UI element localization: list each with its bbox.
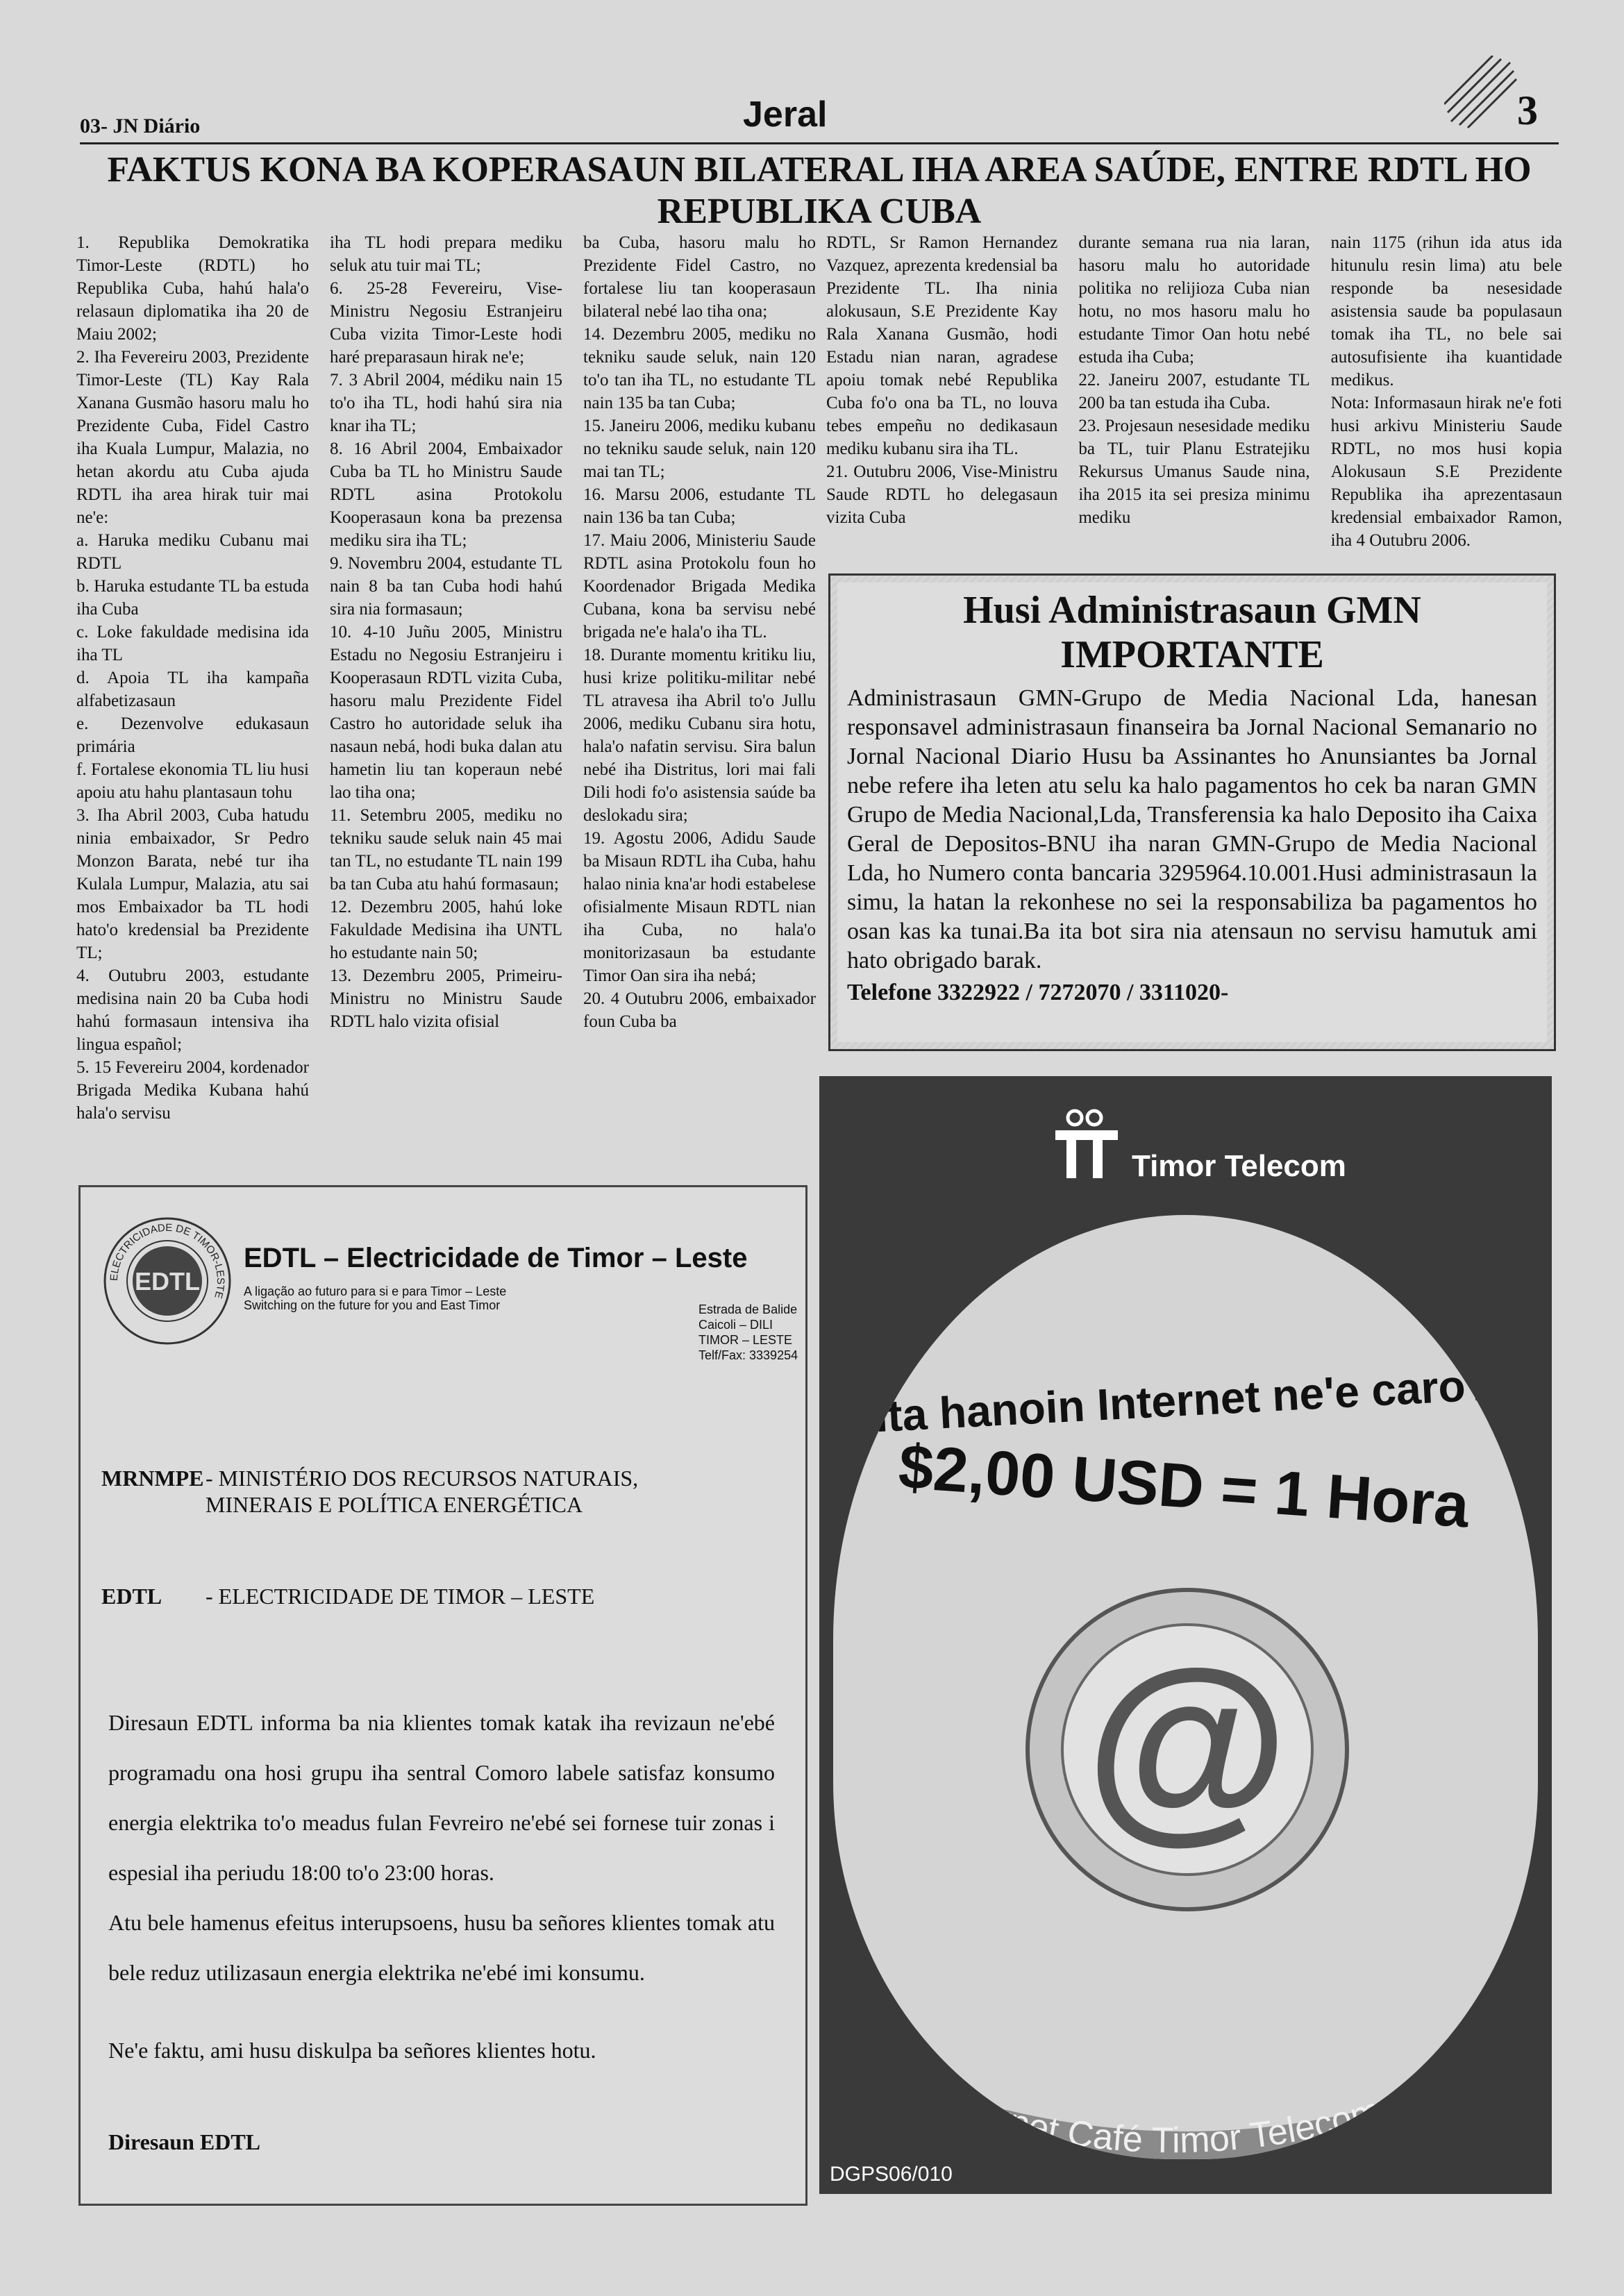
paragraph: 14. Dezembru 2005, mediku no tekniku saude seluk, nain 120 to'o tan iha TL, no estudante TL nain 135 ba tan Cuba;	[583, 325, 816, 412]
at-symbol-icon	[1021, 1583, 1354, 1916]
gmn-notice-box	[828, 573, 1556, 1051]
slogan-line: A ligação ao futuro para si e para Timor – Leste	[244, 1284, 507, 1298]
header-rule	[80, 142, 1559, 144]
paragraph: iha TL hodi prepara mediku seluk atu tuir mai TL;	[330, 233, 562, 275]
article-columns-right	[826, 231, 1562, 558]
paragraph: 8. 16 Abril 2004, Embaixador Cuba ba TL ho Ministru Saude RDTL asina Protokolu Kooperasaun kona ba prezensa mediku sira iha TL;	[330, 439, 562, 550]
ad-oval-panel	[833, 1215, 1538, 2159]
ad-tagline: Iha Internet Café Timor Telecom nian	[878, 2060, 1460, 2161]
timor-telecom-brand: Timor Telecom	[1132, 1149, 1346, 1183]
article-col-1	[76, 231, 309, 1179]
ministry-code: MRNMPE	[101, 1466, 204, 1491]
ad-code: DGPS06/010	[830, 2163, 953, 2186]
edtl-ministry-row	[101, 1465, 782, 1518]
ministry-name: - MINISTÉRIO DOS RECURSOS NATURAIS, MINERAIS E POLÍTICA ENERGÉTICA	[206, 1466, 639, 1517]
edtl-seal-logo: EDTL	[135, 1267, 200, 1296]
address-line: TIMOR – LESTE	[698, 1333, 793, 1347]
article-col-6	[1331, 231, 1562, 558]
slogan-line: Switching on the future for you and East Timor	[244, 1298, 501, 1312]
article-title: FAKTUS KONA BA KOPERASAUN BILATERAL IHA AREA SAÚDE, ENTRE RDTL HO REPUBLIKA CUBA	[107, 150, 1532, 231]
ad-tagline-band	[833, 2048, 1538, 2159]
article-col-4	[826, 231, 1057, 558]
paragraph: 7. 3 Abril 2004, médiku nain 15 to'o iha TL, hodi hahú sira nia knar iha TL;	[330, 371, 562, 435]
paragraph: 4. Outubru 2003, estudante medisina nain 20 ba Cuba hodi hahú formasaun intensiva iha lingua español;	[76, 966, 309, 1054]
paragraph: e. Dezenvolve edukasaun primária	[76, 714, 309, 756]
edtl-notice	[78, 1185, 807, 2206]
paragraph: f. Fortalese ekonomia TL liu husi apoiu atu hahu plantasaun tohu	[76, 760, 309, 802]
paragraph: 23. Projesaun nesesidade mediku ba TL, tuir Planu Estratejiku Rekursus Umanus Saude nina, iha 2015 ita sei presiza minimu mediku	[1078, 417, 1310, 527]
paragraph: Nota: Informasaun hirak ne'e foti husi arkivu Ministeriu Saude RDTL, no mos husi kopia Alokusaun S.E Prezidente Republika iha aprezentasaun kredensial embaixador Ramon, iha 4 Outubru 2006.	[1330, 394, 1562, 550]
hatch-ornament-icon	[1444, 56, 1521, 132]
paragraph: 17. Maiu 2006, Ministeriu Saude RDTL asina Protokolu foun ho Koordenador Brigada Medika Cubana, kona ba servisu nebé brigada ne'e hala'o iha TL.	[583, 531, 816, 642]
edtl-seal-text: ELECTRICIDADE DE TIMOR-LESTE	[108, 1221, 227, 1300]
paragraph: 22. Janeiru 2007, estudante TL 200 ba tan estuda iha Cuba.	[1078, 371, 1310, 412]
gmn-body: Administrasaun GMN-Grupo de Media Nacional Lda, hanesan responsavel administrasaun finanseira ba Jornal Nacional Semanario no Jornal Nacional Diario Husu ba Assinantes ho Anunsiantes ba Jornal nebe refere iha leten atu selu ka halo pagamentos ho cek ba naran GMN Grupo de Media Nacional,Lda, Transferensia ka halo Deposito iha Caixa Geral de Depositos-BNU iha naran GMN-Grupo de Media Nacional Lda, ho Numero conta bancaria 3295964.10.001.Husi administrasaun la simu, la hatan la rekonhese no sei la responsabiliza ba pagamentos ho osan kas ka tunai.Ba ita bot sira nia atensaun no servisu hamutuk ami hato obrigado barak.	[847, 685, 1537, 973]
paragraph: 1. Republika Demokratika Timor-Leste (RDTL) ho Republika Cuba, hahú hala'o relasaun diplomatika iha 20 de Maiu 2002;	[76, 233, 309, 344]
paragraph: 20. 4 Outubru 2006, embaixador foun Cuba ba	[583, 989, 816, 1031]
paragraph: 15. Janeiru 2006, mediku kubanu no tekniku saude seluk, nain 120 mai tan TL;	[583, 417, 816, 481]
edtl-paragraph-2: Atu bele hamenus efeitus interupsoens, husu ba señores klientes tomak atu bele reduz utilizasaun energia elektrika ne'ebé imi konsumu.	[108, 1910, 775, 1985]
edtl-company-row	[101, 1583, 782, 1609]
page-header-left: 03- JN Diário	[80, 115, 201, 137]
edtl-body	[108, 1698, 775, 2167]
edtl-slogan	[244, 1284, 506, 1312]
edtl-paragraph-1: Diresaun EDTL informa ba nia klientes tomak katak iha revizaun ne'ebé programadu ona hosi grupu iha sentral Comoro labele satisfaz konsumo energia elektrika to'o meadus fulan Fevreiro ne'ebé sei fornese tuir zonas i espesial iha periudu 18:00 to'o 23:00 horas.	[108, 1710, 775, 1885]
paragraph: 19. Agostu 2006, Adidu Saude ba Misaun RDTL iha Cuba, hahu halao ninia kna'ar hodi estabelese ofisialmente Misaun RDTL nian iha Cuba, no hala'o monitorizasaun ba estudante Timor Oan sira iha nebá;	[583, 829, 816, 985]
timor-telecom-ad	[819, 1076, 1552, 2194]
paragraph: c. Loke fakuldade medisina ida iha TL	[76, 623, 309, 664]
article-col-5	[1078, 231, 1309, 558]
edtl-seal-icon	[101, 1215, 233, 1347]
article-col-3	[583, 231, 816, 1179]
paragraph: 11. Setembru 2005, mediku no tekniku saude seluk nain 45 mai tan TL, no estudante TL nain 199 ba tan Cuba atu hahú formasaun;	[330, 806, 562, 894]
edtl-signature: Diresaun EDTL	[108, 2129, 261, 2154]
paragraph: 16. Marsu 2006, estudante TL nain 136 ba tan Cuba;	[583, 485, 816, 527]
paragraph: 6. 25-28 Fevereiru, Vise-Ministru Negosiu Estranjeiru Cuba vizita Timor-Leste hodi haré preparasaun hirak ne'e;	[330, 279, 562, 367]
paragraph: 12. Dezembru 2005, hahú loke Fakuldade Medisina iha UNTL ho estudante nain 50;	[330, 898, 562, 962]
gmn-heading: Husi Administrasaun GMN IMPORTANTE	[963, 589, 1421, 676]
gmn-phone: Telefone 3322922 / 7272070 / 3311020-	[847, 980, 1229, 1005]
edtl-address	[698, 1302, 798, 1363]
ad-price: $2,00 USD = 1 Hora	[896, 1432, 1471, 1541]
timor-telecom-logo-icon	[1048, 1104, 1125, 1180]
paragraph: nain 1175 (rihun ida atus ida hitunulu resin lima) atu bele responde ba nesesidade asistensia saude ba populasaun tomak iha TL, no bele sai autosufisiente iha kuantidade medikus.	[1330, 233, 1562, 389]
address-line: Estrada de Balide	[698, 1302, 798, 1316]
paragraph: a. Haruka mediku Cubanu mai RDTL	[76, 531, 309, 573]
paragraph: RDTL, Sr Ramon Hernandez Vazquez, aprezenta kredensial ba Prezidente TL. Iha ninia alokusaun, S.E Prezidente Kay Rala Xanana Gusmão, hodi Estadu nian naran, agradese apoiu tomak nebé Republika Cuba fo'o ona ba TL, no louva tebes empeñu no dedikasaun mediku kubanu sira iha TL.	[826, 233, 1058, 458]
paragraph: 18. Durante momentu kritiku liu, husi krize politiku-militar nebé TL atravesa iha Abril to'o Jullu 2006, mediku Cubanu sira hotu, hala'o nafatin servisu. Sira balun nebé iha Distritus, lori mai fali Dili hodi fo'o asistensia saúde ba deslokadu sira;	[583, 646, 816, 825]
paragraph: 10. 4-10 Juñu 2005, Ministru Estadu no Negosiu Estranjeiru i Kooperasaun RDTL vizita Cuba, hasoru malu Prezidente Fidel Castro ho autoridade seluk iha nasaun nebá, hodi buka dalan atu hametin liu tan koperaun nebé lao tiha ona;	[330, 623, 562, 802]
article-col-2	[330, 231, 562, 1179]
company-code: EDTL	[101, 1584, 162, 1609]
paragraph: 2. Iha Fevereiru 2003, Prezidente Timor-Leste (TL) Kay Rala Xanana Gusmão hasoru malu ho Prezidente Cuba, Fidel Castro iha Kuala Lumpur, Malazia, no hetan akordu atu Cuba ajuda RDTL iha area hirak tuir mai ne'e:	[76, 348, 309, 527]
paragraph: 5. 15 Fevereiru 2004, kordenador Brigada Medika Kubana hahú hala'o servisu	[76, 1058, 309, 1123]
at-symbol: @	[1085, 1627, 1289, 1860]
paragraph: b. Haruka estudante TL ba estuda iha Cuba	[76, 577, 309, 619]
address-line: Telf/Fax: 3339254	[698, 1348, 798, 1362]
address-line: Caicoli – DILI	[698, 1318, 773, 1332]
section-title: Jeral	[743, 94, 828, 135]
paragraph: ba Cuba, hasoru malu ho Prezidente Fidel Castro, no fortalese liu tan kooperasaun bilateral nebé lao tiha ona;	[583, 233, 816, 321]
paragraph: 21. Outubru 2006, Vise-Ministru Saude RDTL ho delegasaun vizita Cuba	[826, 462, 1058, 527]
company-name: - ELECTRICIDADE DE TIMOR – LESTE	[206, 1584, 595, 1609]
ad-question: Ita hanoin Internet ne'e caro?	[873, 1359, 1494, 1442]
edtl-paragraph-3: Ne'e faktu, ami husu diskulpa ba señores klientes hotu.	[108, 2038, 596, 2063]
paragraph: d. Apoia TL iha kampaña alfabetizasaun	[76, 669, 309, 710]
page-number: 3	[1517, 87, 1538, 133]
paragraph: 9. Novembru 2004, estudante TL nain 8 ba tan Cuba hodi hahú sira nia formasaun;	[330, 554, 562, 619]
paragraph: durante semana rua nia laran, hasoru malu ho autoridade politika no relijioza Cuba nian hotu, no mos hasoru malu ho estudante Timor Oan hotu nebé estuda iha Cuba;	[1078, 233, 1310, 367]
edtl-name: EDTL – Electricidade de Timor – Leste	[244, 1243, 748, 1273]
paragraph: 3. Iha Abril 2003, Cuba hatudu ninia embaixador, Sr Pedro Monzon Barata, nebé tur iha Kulala Lumpur, Malazia, atu sai mos Embaixador ba TL hodi hato'o kredensial ba Prezidente TL;	[76, 806, 309, 962]
paragraph: 13. Dezembru 2005, Primeiru-Ministru no Ministru Saude RDTL halo vizita ofisial	[330, 966, 562, 1031]
